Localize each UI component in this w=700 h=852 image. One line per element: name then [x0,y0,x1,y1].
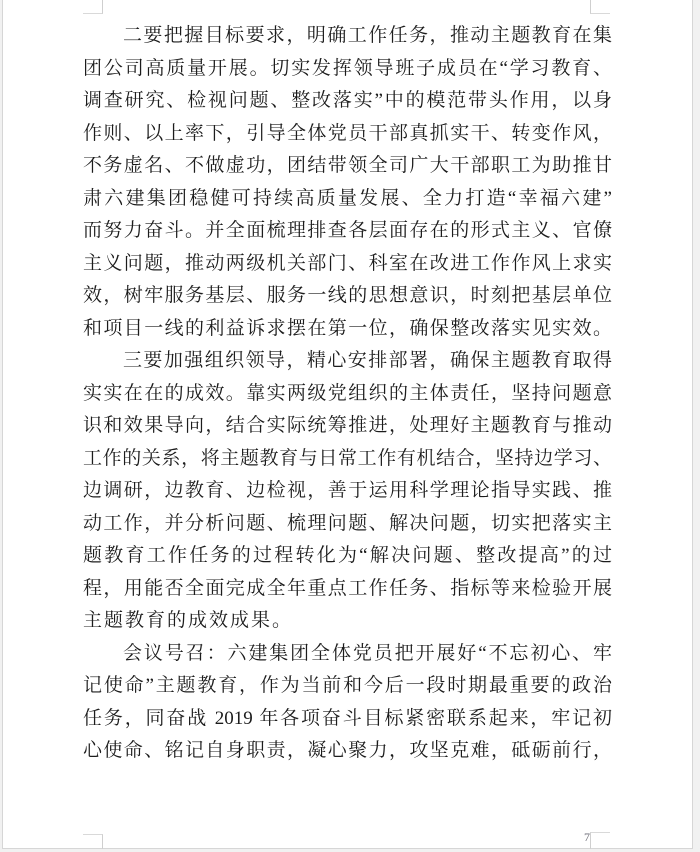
crop-mark-top-right-icon [590,0,610,14]
text-line: 会议号召：六建集团全体党员把开展好“不忘初心、牢 [123,642,612,664]
text-line: 边调研，边教育、边检视，善于运用科学理论指导实践、推 [83,480,612,501]
text-line: 不务虚名、不做虚功，团结带领全司广大干部职工为助推甘 [83,155,612,176]
crop-mark-bottom-right-icon [590,832,610,849]
crop-mark-top-left-icon [83,0,103,14]
text-line: 动工作，并分析问题、梳理问题、解决问题，切实把落实主 [83,512,612,534]
text-line: 工作的关系，将主题教育与日常工作有机结合，坚持边学习、 [83,447,612,469]
text-line: 肃六建集团稳健可持续高质量发展、全力打造“幸福六建” [83,187,612,209]
text-line: 识和效果导向，结合实际统筹推进，处理好主题教育与推动 [83,415,612,436]
text-line: 题教育工作任务的过程转化为“解决问题、整改提高”的过 [83,545,612,566]
paragraph [83,20,612,345]
text-line: 调查研究、检视问题、整改落实”中的模范带头作用，以身 [83,90,612,111]
text-line: 三要加强组织领导，精心安排部署，确保主题教育取得 [123,350,612,371]
text-line: 实实在在的成效。靠实两级党组织的主体责任，坚持问题意 [83,382,612,404]
text-line: 任务，同奋战 2019 年各项奋斗目标紧密联系起来，牢记初 [83,707,612,729]
text-line: 记使命”主题教育，作为当前和今后一段时期最重要的政治 [83,675,612,696]
text-line: 团公司高质量开展。切实发挥领导班子成员在“学习教育、 [83,57,612,79]
text-line: 程，用能否全面完成全年重点工作任务、指标等来检验开展 [83,577,612,599]
document-text [83,20,612,768]
text-line: 作则、以上率下，引导全体党员干部真抓实干、转变作风， [83,122,612,144]
text-line: 和项目一线的利益诉求摆在第一位，确保整改落实见实效。 [83,317,612,339]
text-line: 而努力奋斗。并全面梳理排查各层面存在的形式主义、官僚 [83,220,612,241]
page-number: 7 [584,830,590,844]
text-line: 心使命、铭记自身职责，凝心聚力，攻坚克难，砥砺前行， [83,740,612,761]
text-line: 主义问题，推动两级机关部门、科室在改进工作作风上求实 [83,252,612,274]
paragraph [83,638,612,768]
crop-mark-bottom-left-icon [83,834,103,849]
text-line: 效，树牢服务基层、服务一线的思想意识，时刻把基层单位 [83,285,612,306]
paragraph [83,345,612,638]
text-line: 主题教育的成效成果。 [83,610,294,631]
text-line: 二要把握目标要求，明确工作任务，推动主题教育在集 [123,25,612,46]
